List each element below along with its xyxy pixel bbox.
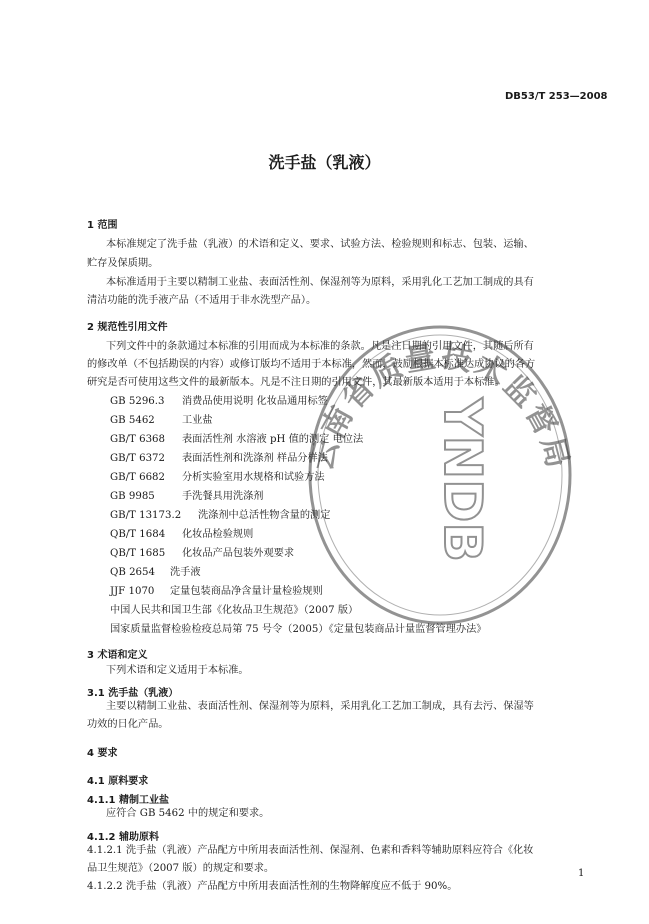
section-4-heading: 4 要求 [87, 748, 118, 759]
section-1-para-2b: 清洁功能的洗手液产品（不适用于非水洗型产品）。 [87, 295, 317, 306]
reference-item: QB/T 1685 化妆品产品包装外观要求 [110, 548, 295, 559]
reference-item: GB 5462 工业盐 [110, 415, 213, 426]
reference-item: GB/T 6682 分析实验室用水规格和试验方法 [110, 472, 325, 483]
section-3-1-heading: 3.1 洗手盐（乳液） [87, 688, 179, 699]
reference-item: GB/T 6372 表面活性剂和洗涤剂 样品分样法 [110, 453, 328, 464]
section-3-1-para-a: 主要以精制工业盐、表面活性剂、保湿剂等为原料，采用乳化工艺加工制成，具有去污、保湿等 [106, 701, 534, 712]
page-number: 1 [578, 868, 585, 879]
section-3-heading: 3 术语和定义 [87, 650, 148, 661]
reference-item: GB 9985 手洗餐具用洗涤剂 [110, 491, 264, 502]
section-4-1-2-1-para-a: 4.1.2.1 洗手盐（乳液）产品配方中所用表面活性剂、保湿剂、色素和香料等辅助原料应符合《化妆 [87, 845, 534, 856]
reference-item: GB 5296.3 消费品使用说明 化妆品通用标签 [110, 396, 328, 407]
section-1-para-2a: 本标准适用于主要以精制工业盐、表面活性剂、保湿剂等为原料，采用乳化工艺加工制成的具有 [106, 277, 534, 288]
section-4-1-2-1-para-b: 品卫生规范》（2007 版）的规定和要求。 [87, 863, 275, 874]
document-title: 洗手盐（乳液） [268, 153, 381, 172]
svg-text:YNDB: YNDB [432, 398, 492, 562]
reference-item: GB/T 13173.2 洗涤剂中总活性物含量的测定 [110, 510, 331, 521]
section-4-1-1-para: 应符合 GB 5462 中的规定和要求。 [106, 808, 270, 819]
reference-item: GB/T 6368 表面活性剂 水溶液 pH 值的测定 电位法 [110, 434, 364, 445]
section-4-1-heading: 4.1 原料要求 [87, 776, 149, 787]
reference-item: 国家质量监督检验检疫总局第 75 号令（2005）《定量包装商品计量监督管理办法》 [110, 624, 487, 635]
section-2-heading: 2 规范性引用文件 [87, 322, 168, 333]
section-2-para-a: 下列文件中的条款通过本标准的引用而成为本标准的条款。凡是注日期的引用文件，其随后所有 [106, 341, 534, 352]
section-1-para-1b: 贮存及保质期。 [87, 258, 159, 269]
svg-text:云南省质量技术监督局: 云南省质量技术监督局 [304, 338, 576, 475]
section-4-1-1-heading: 4.1.1 精制工业盐 [87, 795, 169, 806]
section-1-para-1a: 本标准规定了洗手盐（乳液）的术语和定义、要求、试验方法、检验规则和标志、包装、运输、 [106, 239, 534, 250]
section-3-para: 下列术语和定义适用于本标准。 [106, 665, 249, 676]
section-2-para-b: 的修改单（不包括勘误的内容）或修订版均不适用于本标准，然而，鼓励根据本标准达成协议的各方 [87, 359, 536, 370]
section-3-1-para-b: 功效的日化产品。 [87, 719, 169, 730]
reference-item: JJF 1070 定量包装商品净含量计量检验规则 [110, 586, 323, 597]
section-4-1-2-2-para: 4.1.2.2 洗手盐（乳液）产品配方中所用表面活性剂的生物降解度应不低于 90%。 [87, 881, 458, 892]
section-1-heading: 1 范围 [87, 220, 118, 231]
section-2-para-c: 研究是否可使用这些文件的最新版本。凡是不注日期的引用文件，其最新版本适用于本标准。 [87, 377, 505, 388]
document-code: DB53/T 253—2008 [505, 91, 608, 102]
reference-item: 中国人民共和国卫生部《化妆品卫生规范》（2007 版） [110, 605, 359, 616]
reference-item: QB 2654 洗手液 [110, 567, 201, 578]
reference-item: QB/T 1684 化妆品检验规则 [110, 529, 254, 540]
section-4-1-2-heading: 4.1.2 辅助原料 [87, 832, 159, 843]
